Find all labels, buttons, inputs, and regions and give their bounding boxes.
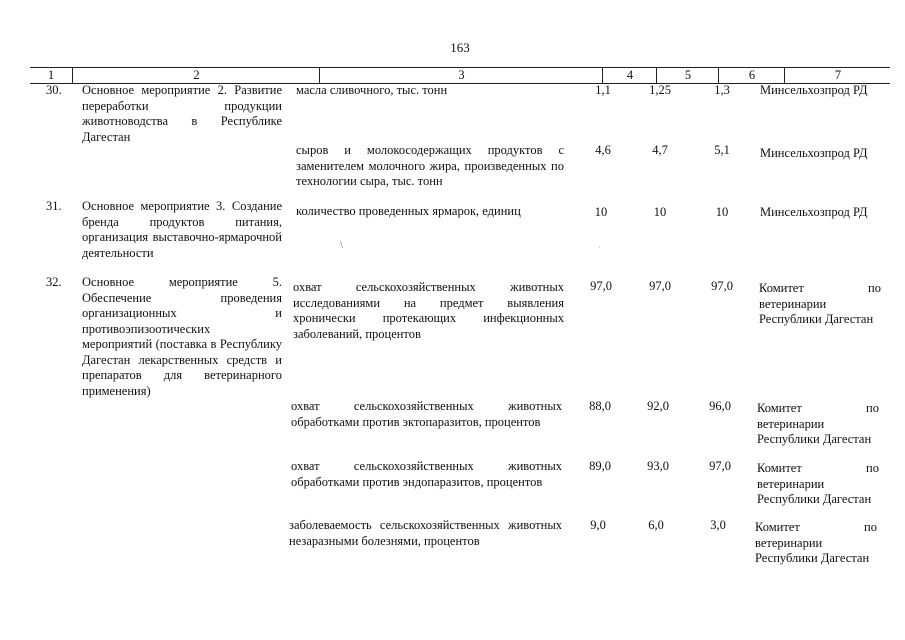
value-col-6: 97,0 xyxy=(709,459,731,473)
row-number: 31. xyxy=(46,199,62,213)
header-col-1: 1 xyxy=(47,68,55,82)
value-col-5: 1,25 xyxy=(649,83,671,97)
value-col-4: 97,0 xyxy=(590,279,612,293)
header-col-6: 6 xyxy=(718,68,785,83)
event-name: Основное мероприятие 2. Развитие переработки продукции животноводства в Республике Дагестан xyxy=(82,83,282,144)
page-number: 163 xyxy=(450,40,470,55)
value-col-5: 4,7 xyxy=(652,143,668,157)
indicator-text: охват сельскохозяйственных животных обработками против эктопаразитов, процентов xyxy=(291,399,562,429)
value-col-5: 97,0 xyxy=(649,279,671,293)
value-col-6: 10 xyxy=(715,205,729,219)
value-col-6: 96,0 xyxy=(709,399,731,413)
value-col-5: 6,0 xyxy=(648,518,664,532)
value-col-6: 5,1 xyxy=(714,143,730,157)
header-col-5: 5 xyxy=(656,68,719,83)
indicator-text: масла сливочного, тыс. тонн xyxy=(296,83,448,97)
event-name: Основное мероприятие 3. Создание бренда продуктов питания, организация выставочно-ярмарочной деятельности xyxy=(82,199,282,260)
header-col-3: 3 xyxy=(319,68,603,83)
table-header xyxy=(30,67,890,84)
responsible: Комитет по ветеринарии Республики Дагестан xyxy=(757,461,879,506)
value-col-5: 92,0 xyxy=(647,399,669,413)
indicator-text: охват сельскохозяйственных животных обработками против эндопаразитов, процентов xyxy=(291,459,562,489)
header-col-2: 2 xyxy=(72,68,320,83)
indicator-text: охват сельскохозяйственных животных исследованиями на предмет выявления хронически протекающих инфекционных заболеваний, процентов xyxy=(293,280,564,341)
event-name: Основное мероприятие 5. Обеспечение проведения организационных и противоэпизоотических мероприятий (поставка в Республику Дагестан лекарственных средств и препаратов для ветеринарного применения) xyxy=(82,275,282,398)
value-col-4: 4,6 xyxy=(595,143,611,157)
responsible: Комитет по ветеринарии Республики Дагестан xyxy=(759,281,881,326)
row-number: 32. xyxy=(46,275,62,289)
value-col-4: 89,0 xyxy=(589,459,611,473)
responsible: Комитет по ветеринарии Республики Дагестан xyxy=(757,401,879,446)
value-col-6: 97,0 xyxy=(711,279,733,293)
value-col-6: 1,3 xyxy=(714,83,730,97)
value-col-4: 9,0 xyxy=(590,518,606,532)
indicator-text: сыров и молокосодержащих продуктов с заменителем молочного жира, произведенных по технологии сыра, тыс. тонн xyxy=(296,143,564,188)
responsible: Минсельхозпрод РД xyxy=(760,205,868,219)
header-col-7: 7 xyxy=(784,68,891,83)
scan-dot: · xyxy=(598,243,601,252)
row-number: 30. xyxy=(46,83,62,97)
scan-mark: \ xyxy=(340,240,343,251)
responsible: Минсельхозпрод РД xyxy=(760,83,868,97)
indicator-text: количество проведенных ярмарок, единиц xyxy=(296,204,521,218)
value-col-4: 88,0 xyxy=(589,399,611,413)
value-col-5: 93,0 xyxy=(647,459,669,473)
responsible: Минсельхозпрод РД xyxy=(760,146,868,160)
header-col-4: 4 xyxy=(602,68,657,83)
value-col-4: 1,1 xyxy=(595,83,611,97)
value-col-4: 10 xyxy=(594,205,608,219)
indicator-text: заболеваемость сельскохозяйственных животных незаразными болезнями, процентов xyxy=(289,518,562,548)
value-col-5: 10 xyxy=(653,205,667,219)
responsible: Комитет по ветеринарии Республики Дагестан xyxy=(755,520,877,565)
value-col-6: 3,0 xyxy=(710,518,726,532)
